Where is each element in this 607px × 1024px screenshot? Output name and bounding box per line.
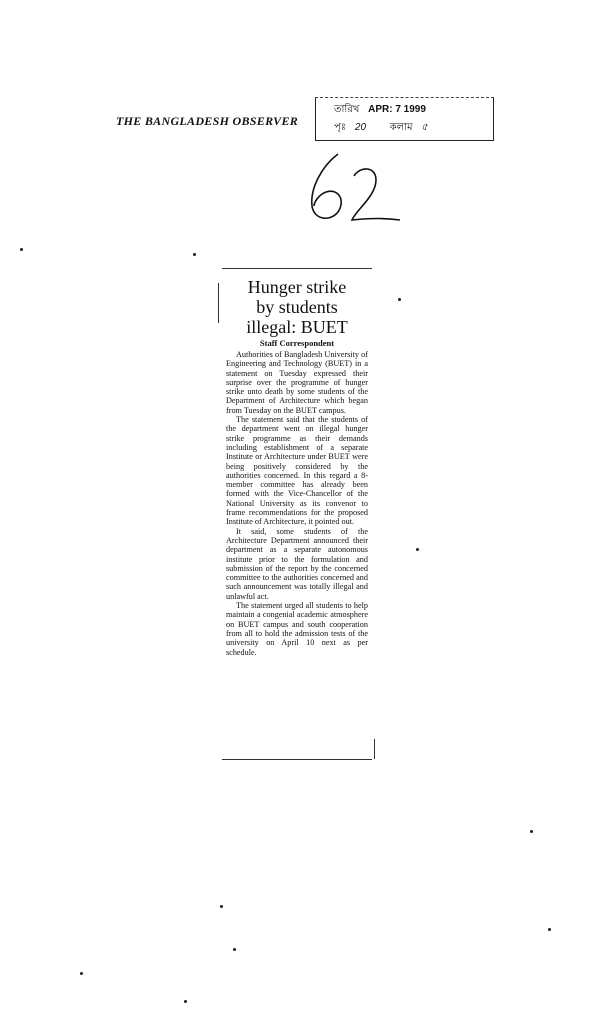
archive-stamp <box>315 97 494 141</box>
headline-line-3: illegal: BUET <box>246 317 348 337</box>
scan-speck <box>20 248 23 251</box>
article-paragraph-2: The statement said that the students of the department went on illegal hunger strike programme as their demands including establishment of a separate Institute or Architecture under BUET were being positively considered by the authorities concerned. In this regard a 8-member committee has already been formed with the Vice-Chancellor of the National University as its convenor to frame recommendations for the proposed Institute of Architecture, it pointed out. <box>226 415 368 527</box>
headline-line-2: by students <box>256 297 338 317</box>
stamp-column-label: কলাম <box>389 122 413 133</box>
article-byline: Staff Correspondent <box>259 338 335 348</box>
scan-speck <box>548 928 551 931</box>
handwritten-page-number <box>300 148 410 228</box>
stamp-page-value: 20 <box>354 122 367 133</box>
stamp-column-value: ৫ <box>421 122 428 133</box>
stamp-date-value: APR: 7 1999 <box>368 104 426 115</box>
article-headline <box>222 277 372 337</box>
scan-speck <box>220 905 223 908</box>
headline-line-1: Hunger strike <box>247 277 347 297</box>
article-body <box>226 350 368 657</box>
stamp-date-label: তারিখ <box>334 104 360 115</box>
stamp-page-label: পৃঃ <box>334 122 347 133</box>
scan-speck <box>416 548 419 551</box>
newspaper-masthead: THE BANGLADESH OBSERVER <box>116 114 299 128</box>
stamp-page-row <box>334 120 428 137</box>
scan-speck <box>80 972 83 975</box>
scan-speck <box>530 830 533 833</box>
stamp-date-row <box>334 102 426 119</box>
article-paragraph-1: Authorities of Bangladesh University of Engineering and Technology (BUET) in a statement on Tuesday expressed their surprise over the programme of hunger strike unto death by some students of the Department of Architecture which began from Tuesday on the BUET campus. <box>226 350 368 415</box>
scan-speck <box>233 948 236 951</box>
clipping-right-edge <box>374 739 375 759</box>
scan-speck <box>398 298 401 301</box>
article-paragraph-3: It said, some students of the Architecture Department announced their department as a separate autonomous institute prior to the formulation and submission of the report by the concerned committee to the authorities concerned and such announcement was totally illegal and unlawful act. <box>226 526 368 601</box>
news-clipping <box>222 268 372 760</box>
handwritten-number-text: 62 <box>300 148 301 149</box>
scan-speck <box>193 253 196 256</box>
article-paragraph-4: The statement urged all students to help maintain a congenial academic atmosphere on BUET campus and south cooperation from all to hold the admission tests of the university on April 10 next as per schedule. <box>226 601 368 657</box>
scan-speck <box>184 1000 187 1003</box>
clipping-left-edge <box>218 283 219 323</box>
